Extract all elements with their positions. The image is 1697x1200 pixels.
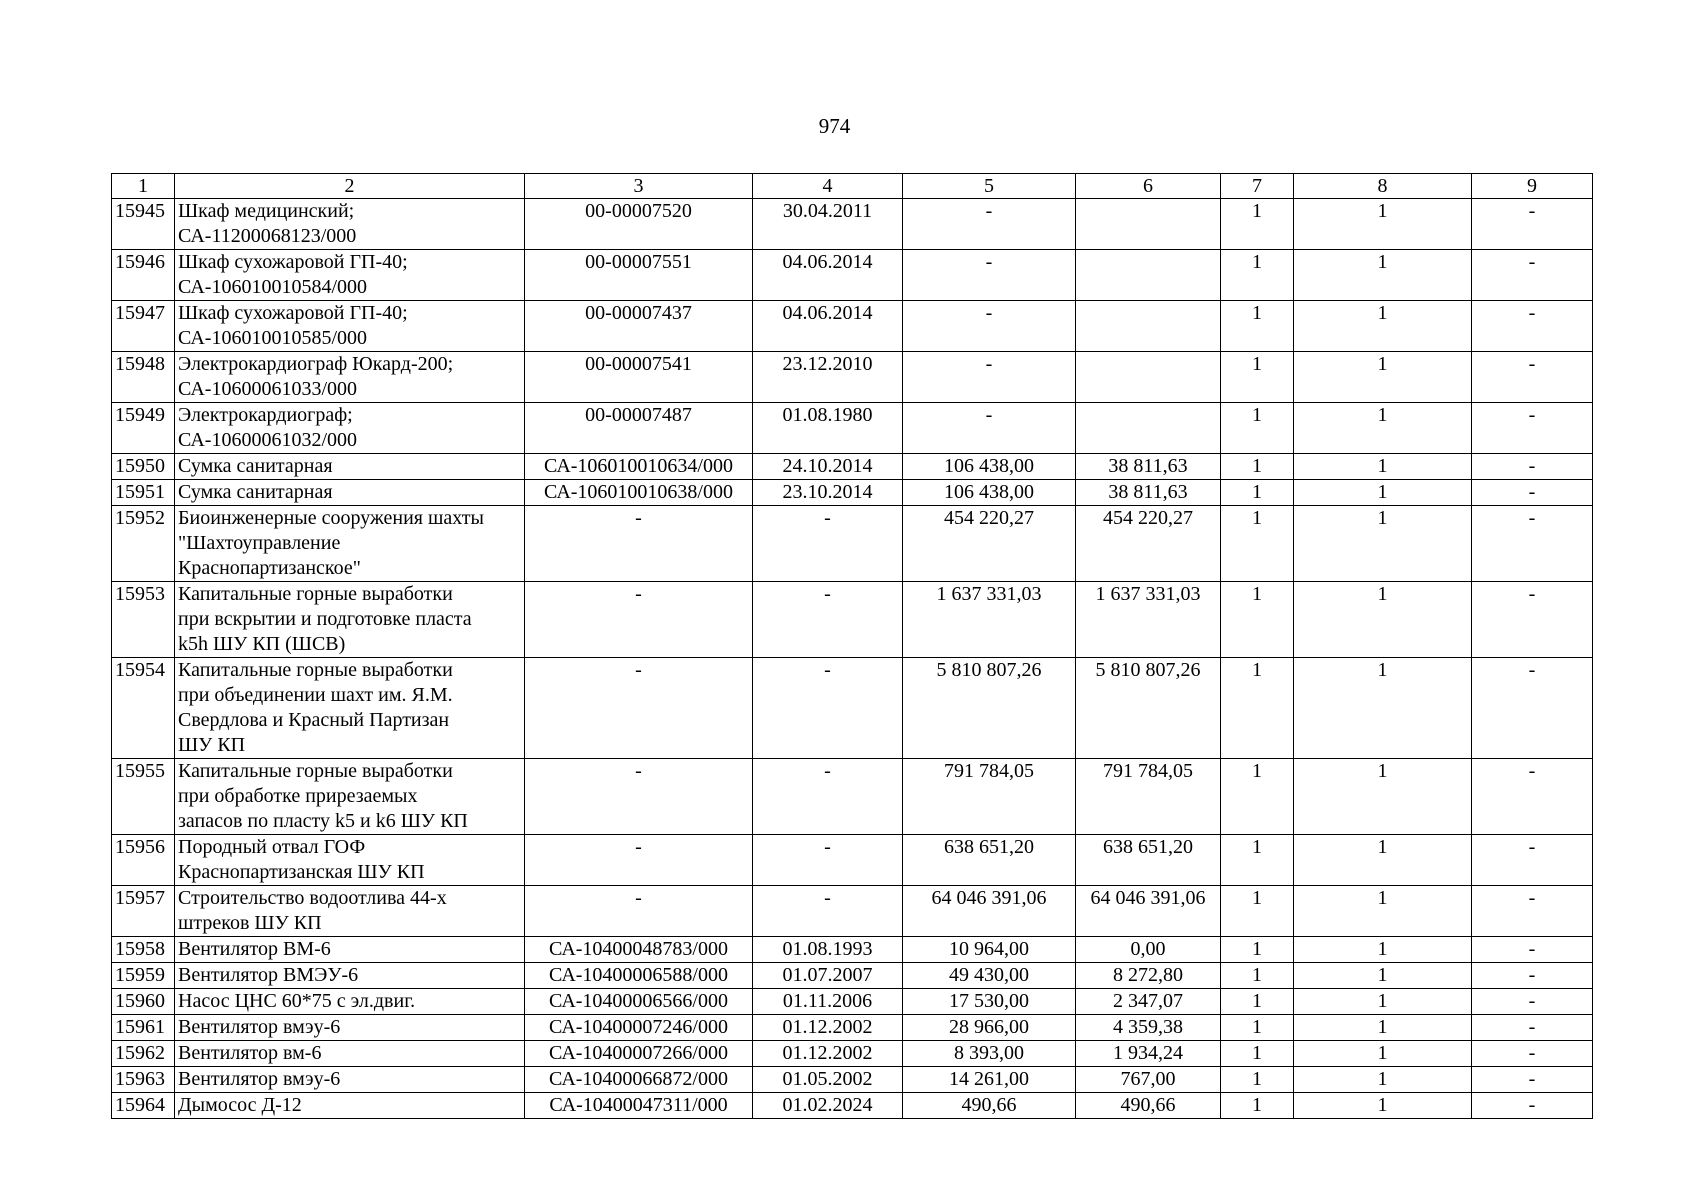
item-name-line: Капитальные горные выработки xyxy=(178,760,453,782)
quantity-1: 1 xyxy=(1221,886,1294,937)
item-name xyxy=(175,835,525,886)
item-name-line: СА-11200068123/000 xyxy=(178,225,357,247)
commission-date: 01.08.1993 xyxy=(753,937,903,963)
book-value: 64 046 391,06 xyxy=(903,886,1076,937)
item-name xyxy=(175,582,525,658)
commission-date: - xyxy=(753,582,903,658)
table-row xyxy=(112,1093,1593,1119)
commission-date: 23.12.2010 xyxy=(753,352,903,403)
quantity-1: 1 xyxy=(1221,759,1294,835)
item-name-line: СА-10600061033/000 xyxy=(178,378,358,400)
item-name-line: СА-106010010585/000 xyxy=(178,327,368,349)
quantity-2: 1 xyxy=(1294,658,1472,759)
inventory-code: 00-00007520 xyxy=(525,199,753,250)
quantity-2: 1 xyxy=(1294,937,1472,963)
column-header-9: 9 xyxy=(1472,174,1593,199)
quantity-1: 1 xyxy=(1221,582,1294,658)
inventory-code: 00-00007487 xyxy=(525,403,753,454)
item-number: 15950 xyxy=(112,454,175,480)
item-name xyxy=(175,480,525,506)
inventory-code: 00-00007437 xyxy=(525,301,753,352)
book-value: 10 964,00 xyxy=(903,937,1076,963)
item-number: 15961 xyxy=(112,1015,175,1041)
quantity-2: 1 xyxy=(1294,403,1472,454)
table-row xyxy=(112,403,1593,454)
book-value: 49 430,00 xyxy=(903,963,1076,989)
residual-value: 64 046 391,06 xyxy=(1076,886,1221,937)
column-header-1: 1 xyxy=(112,174,175,199)
commission-date: - xyxy=(753,759,903,835)
quantity-2: 1 xyxy=(1294,835,1472,886)
inventory-code: - xyxy=(525,759,753,835)
item-name-line: СА-10600061032/000 xyxy=(178,429,358,451)
item-number: 15962 xyxy=(112,1041,175,1067)
commission-date: - xyxy=(753,658,903,759)
quantity-1: 1 xyxy=(1221,1067,1294,1093)
item-number: 15958 xyxy=(112,937,175,963)
book-value: 17 530,00 xyxy=(903,989,1076,1015)
item-name xyxy=(175,403,525,454)
inventory-code: СА-10400007246/000 xyxy=(525,1015,753,1041)
commission-date: 30.04.2011 xyxy=(753,199,903,250)
quantity-2: 1 xyxy=(1294,886,1472,937)
book-value: - xyxy=(903,301,1076,352)
table-row xyxy=(112,937,1593,963)
inventory-code: - xyxy=(525,886,753,937)
note: - xyxy=(1472,937,1593,963)
item-name-line: Капитальные горные выработки xyxy=(178,583,453,605)
commission-date: - xyxy=(753,506,903,582)
quantity-1: 1 xyxy=(1221,199,1294,250)
note: - xyxy=(1472,886,1593,937)
quantity-1: 1 xyxy=(1221,352,1294,403)
quantity-1: 1 xyxy=(1221,1015,1294,1041)
item-name xyxy=(175,1041,525,1067)
item-name-line: Шкаф медицинский; xyxy=(178,200,355,222)
inventory-code: СА-106010010634/000 xyxy=(525,454,753,480)
commission-date: 01.07.2007 xyxy=(753,963,903,989)
item-number: 15956 xyxy=(112,835,175,886)
table-row xyxy=(112,989,1593,1015)
item-name-line: Вентилятор ВМЭУ-6 xyxy=(178,964,359,986)
column-header-2: 2 xyxy=(175,174,525,199)
item-name-line: Капитальные горные выработки xyxy=(178,659,453,681)
item-name xyxy=(175,937,525,963)
book-value: - xyxy=(903,403,1076,454)
note: - xyxy=(1472,199,1593,250)
note: - xyxy=(1472,1067,1593,1093)
inventory-code: СА-10400047311/000 xyxy=(525,1093,753,1119)
item-name xyxy=(175,963,525,989)
item-name-line: "Шахтоуправление xyxy=(178,532,341,554)
quantity-2: 1 xyxy=(1294,301,1472,352)
item-name xyxy=(175,886,525,937)
item-name xyxy=(175,658,525,759)
book-value: 106 438,00 xyxy=(903,480,1076,506)
item-name-line: Вентилятор ВМ-6 xyxy=(178,938,331,960)
residual-value: 1 934,24 xyxy=(1076,1041,1221,1067)
note: - xyxy=(1472,403,1593,454)
item-name-line: Шкаф сухожаровой ГП-40; xyxy=(178,251,408,273)
column-header-5: 5 xyxy=(903,174,1076,199)
inventory-code: СА-10400066872/000 xyxy=(525,1067,753,1093)
item-name xyxy=(175,1067,525,1093)
quantity-1: 1 xyxy=(1221,658,1294,759)
item-number: 15955 xyxy=(112,759,175,835)
table-row xyxy=(112,658,1593,759)
table-row xyxy=(112,199,1593,250)
commission-date: 01.05.2002 xyxy=(753,1067,903,1093)
residual-value: 8 272,80 xyxy=(1076,963,1221,989)
item-name-line: Породный отвал ГОФ xyxy=(178,836,366,858)
item-name-line: СА-106010010584/000 xyxy=(178,276,368,298)
book-value: - xyxy=(903,199,1076,250)
book-value: - xyxy=(903,250,1076,301)
asset-registry-table xyxy=(111,173,1593,1119)
table-row xyxy=(112,352,1593,403)
residual-value xyxy=(1076,301,1221,352)
quantity-2: 1 xyxy=(1294,963,1472,989)
table-row xyxy=(112,1067,1593,1093)
inventory-code: 00-00007551 xyxy=(525,250,753,301)
note: - xyxy=(1472,352,1593,403)
book-value: 8 393,00 xyxy=(903,1041,1076,1067)
quantity-1: 1 xyxy=(1221,937,1294,963)
item-name-line: Электрокардиограф; xyxy=(178,404,353,426)
table-row xyxy=(112,582,1593,658)
book-value: 454 220,27 xyxy=(903,506,1076,582)
residual-value xyxy=(1076,352,1221,403)
item-number: 15947 xyxy=(112,301,175,352)
item-name xyxy=(175,250,525,301)
item-name-line: штреков ШУ КП xyxy=(178,912,322,934)
item-number: 15951 xyxy=(112,480,175,506)
book-value: 490,66 xyxy=(903,1093,1076,1119)
commission-date: 01.12.2002 xyxy=(753,1041,903,1067)
commission-date: - xyxy=(753,886,903,937)
item-name-line: Электрокардиограф Юкард-200; xyxy=(178,353,454,375)
quantity-2: 1 xyxy=(1294,1041,1472,1067)
item-name-line: Вентилятор вмэу-6 xyxy=(178,1016,341,1038)
item-number: 15959 xyxy=(112,963,175,989)
table-row xyxy=(112,250,1593,301)
note: - xyxy=(1472,1041,1593,1067)
quantity-2: 1 xyxy=(1294,1093,1472,1119)
note: - xyxy=(1472,963,1593,989)
item-name-line: при объединении шахт им. Я.М. xyxy=(178,684,453,706)
item-name-line: Краснопартизанская ШУ КП xyxy=(178,861,425,883)
quantity-1: 1 xyxy=(1221,506,1294,582)
item-name xyxy=(175,1093,525,1119)
commission-date: 01.11.2006 xyxy=(753,989,903,1015)
book-value: - xyxy=(903,352,1076,403)
commission-date: 01.12.2002 xyxy=(753,1015,903,1041)
item-number: 15948 xyxy=(112,352,175,403)
residual-value: 791 784,05 xyxy=(1076,759,1221,835)
note: - xyxy=(1472,835,1593,886)
quantity-1: 1 xyxy=(1221,250,1294,301)
item-name-line: Вентилятор вм-6 xyxy=(178,1042,322,1064)
book-value: 106 438,00 xyxy=(903,454,1076,480)
table-row xyxy=(112,963,1593,989)
table-row xyxy=(112,506,1593,582)
quantity-2: 1 xyxy=(1294,506,1472,582)
item-name-line: Краснопартизанское" xyxy=(178,557,361,579)
item-number: 15964 xyxy=(112,1093,175,1119)
item-name-line: при обработке прирезаемых xyxy=(178,785,418,807)
item-name xyxy=(175,454,525,480)
commission-date: 01.08.1980 xyxy=(753,403,903,454)
inventory-code: - xyxy=(525,582,753,658)
quantity-2: 1 xyxy=(1294,759,1472,835)
note: - xyxy=(1472,989,1593,1015)
item-name xyxy=(175,301,525,352)
quantity-1: 1 xyxy=(1221,454,1294,480)
commission-date: 04.06.2014 xyxy=(753,250,903,301)
quantity-1: 1 xyxy=(1221,963,1294,989)
note: - xyxy=(1472,759,1593,835)
residual-value: 1 637 331,03 xyxy=(1076,582,1221,658)
note: - xyxy=(1472,250,1593,301)
quantity-2: 1 xyxy=(1294,989,1472,1015)
inventory-code: - xyxy=(525,835,753,886)
note: - xyxy=(1472,506,1593,582)
column-header-8: 8 xyxy=(1294,174,1472,199)
residual-value xyxy=(1076,199,1221,250)
item-name-line: Свердлова и Красный Партизан xyxy=(178,709,450,731)
item-name xyxy=(175,199,525,250)
quantity-1: 1 xyxy=(1221,403,1294,454)
commission-date: 23.10.2014 xyxy=(753,480,903,506)
book-value: 14 261,00 xyxy=(903,1067,1076,1093)
note: - xyxy=(1472,582,1593,658)
quantity-1: 1 xyxy=(1221,1041,1294,1067)
quantity-2: 1 xyxy=(1294,454,1472,480)
inventory-code: СА-10400048783/000 xyxy=(525,937,753,963)
table-row xyxy=(112,454,1593,480)
item-number: 15952 xyxy=(112,506,175,582)
table-row xyxy=(112,480,1593,506)
quantity-1: 1 xyxy=(1221,989,1294,1015)
table-row xyxy=(112,1041,1593,1067)
quantity-2: 1 xyxy=(1294,199,1472,250)
book-value: 1 637 331,03 xyxy=(903,582,1076,658)
table-row xyxy=(112,759,1593,835)
residual-value: 490,66 xyxy=(1076,1093,1221,1119)
quantity-1: 1 xyxy=(1221,1093,1294,1119)
item-name-line: Строительство водоотлива 44-х xyxy=(178,887,447,909)
inventory-code: СА-10400006588/000 xyxy=(525,963,753,989)
residual-value: 4 359,38 xyxy=(1076,1015,1221,1041)
item-name-line: k5h ШУ КП (ШСВ) xyxy=(178,633,346,655)
item-name xyxy=(175,1015,525,1041)
item-name-line: Вентилятор вмэу-6 xyxy=(178,1068,341,1090)
quantity-2: 1 xyxy=(1294,1015,1472,1041)
residual-value: 5 810 807,26 xyxy=(1076,658,1221,759)
book-value: 791 784,05 xyxy=(903,759,1076,835)
item-number: 15953 xyxy=(112,582,175,658)
residual-value: 38 811,63 xyxy=(1076,454,1221,480)
item-name-line: ШУ КП xyxy=(178,734,246,756)
note: - xyxy=(1472,1015,1593,1041)
table-row xyxy=(112,301,1593,352)
note: - xyxy=(1472,1093,1593,1119)
inventory-code: СА-106010010638/000 xyxy=(525,480,753,506)
quantity-2: 1 xyxy=(1294,480,1472,506)
inventory-code: 00-00007541 xyxy=(525,352,753,403)
column-header-4: 4 xyxy=(753,174,903,199)
commission-date: 01.02.2024 xyxy=(753,1093,903,1119)
item-name-line: Насос ЦНС 60*75 с эл.двиг. xyxy=(178,990,416,1012)
item-number: 15960 xyxy=(112,989,175,1015)
note: - xyxy=(1472,301,1593,352)
item-name-line: Дымосос Д-12 xyxy=(178,1094,302,1116)
column-header-3: 3 xyxy=(525,174,753,199)
item-name-line: Шкаф сухожаровой ГП-40; xyxy=(178,302,408,324)
item-number: 15949 xyxy=(112,403,175,454)
table-row xyxy=(112,835,1593,886)
item-name xyxy=(175,989,525,1015)
item-name xyxy=(175,506,525,582)
item-name-line: Сумка санитарная xyxy=(178,455,333,477)
item-name-line: Биоинженерные сооружения шахты xyxy=(178,507,484,529)
residual-value: 767,00 xyxy=(1076,1067,1221,1093)
residual-value: 454 220,27 xyxy=(1076,506,1221,582)
quantity-1: 1 xyxy=(1221,835,1294,886)
page-number: 974 xyxy=(818,114,851,138)
item-name-line: Сумка санитарная xyxy=(178,481,333,503)
residual-value xyxy=(1076,250,1221,301)
residual-value: 638 651,20 xyxy=(1076,835,1221,886)
item-name-line: запасов по пласту k5 и k6 ШУ КП xyxy=(178,810,468,832)
quantity-2: 1 xyxy=(1294,1067,1472,1093)
item-number: 15946 xyxy=(112,250,175,301)
residual-value: 0,00 xyxy=(1076,937,1221,963)
commission-date: 24.10.2014 xyxy=(753,454,903,480)
residual-value xyxy=(1076,403,1221,454)
inventory-code: - xyxy=(525,658,753,759)
item-number: 15963 xyxy=(112,1067,175,1093)
quantity-1: 1 xyxy=(1221,480,1294,506)
book-value: 5 810 807,26 xyxy=(903,658,1076,759)
residual-value: 2 347,07 xyxy=(1076,989,1221,1015)
column-number-row xyxy=(112,174,1593,199)
quantity-2: 1 xyxy=(1294,250,1472,301)
commission-date: - xyxy=(753,835,903,886)
inventory-code: СА-10400006566/000 xyxy=(525,989,753,1015)
quantity-2: 1 xyxy=(1294,582,1472,658)
inventory-code: - xyxy=(525,506,753,582)
item-number: 15957 xyxy=(112,886,175,937)
note: - xyxy=(1472,658,1593,759)
column-header-7: 7 xyxy=(1221,174,1294,199)
item-number: 15954 xyxy=(112,658,175,759)
table-row xyxy=(112,886,1593,937)
note: - xyxy=(1472,480,1593,506)
item-name-line: при вскрытии и подготовке пласта xyxy=(178,608,472,630)
book-value: 28 966,00 xyxy=(903,1015,1076,1041)
item-number: 15945 xyxy=(112,199,175,250)
quantity-1: 1 xyxy=(1221,301,1294,352)
item-name xyxy=(175,759,525,835)
inventory-code: СА-10400007266/000 xyxy=(525,1041,753,1067)
commission-date: 04.06.2014 xyxy=(753,301,903,352)
item-name xyxy=(175,352,525,403)
column-header-6: 6 xyxy=(1076,174,1221,199)
table-row xyxy=(112,1015,1593,1041)
note: - xyxy=(1472,454,1593,480)
book-value: 638 651,20 xyxy=(903,835,1076,886)
quantity-2: 1 xyxy=(1294,352,1472,403)
residual-value: 38 811,63 xyxy=(1076,480,1221,506)
